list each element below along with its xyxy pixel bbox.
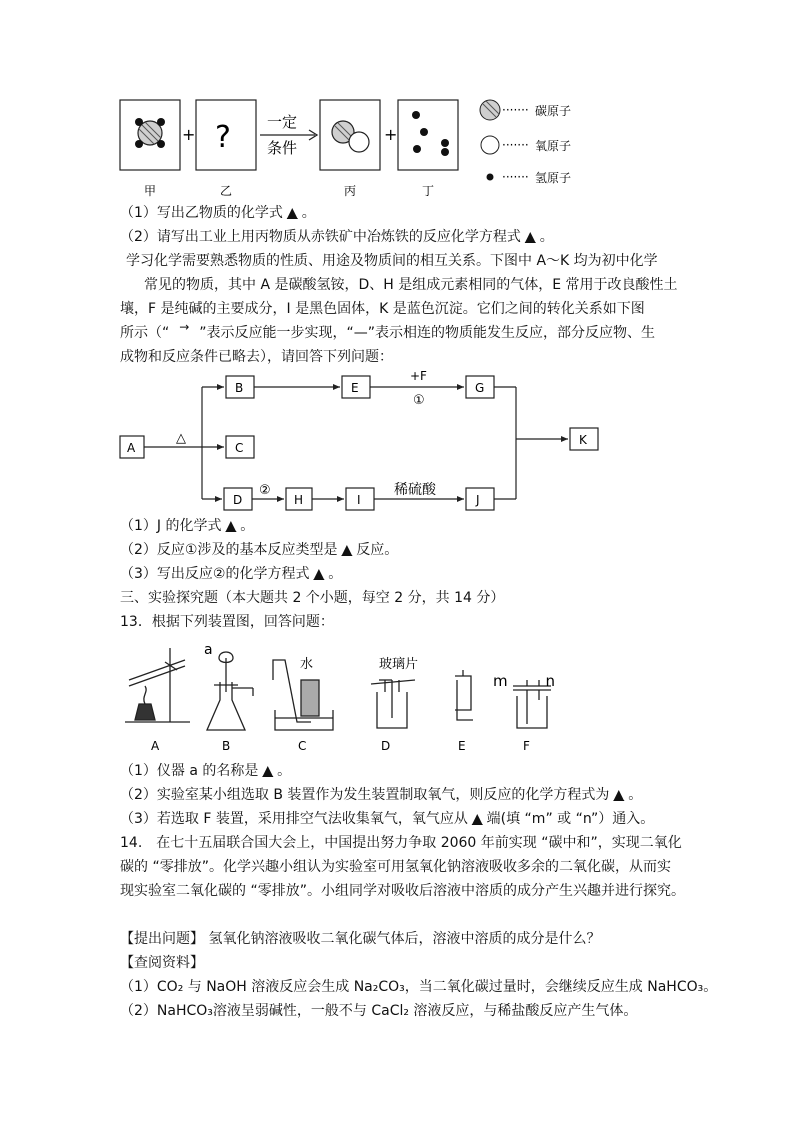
node-J-box — [466, 488, 494, 510]
node-A: A — [127, 441, 136, 455]
label-instrument-a: a — [204, 642, 213, 658]
hydrogen-atom-icon — [441, 139, 449, 147]
q14-line-3: 现实验室二氧化碳的 “零排放”。小组同学对吸收后溶液中溶质的成分产生兴趣并进行探究。 — [120, 883, 685, 899]
legend-hydrogen-icon — [487, 174, 494, 181]
q13-part-2: （2）实验室某小组选取 B 装置作为发生装置制取氧气，则反应的化学方程式为 ▲ 。 — [120, 787, 643, 803]
inference-q3: （3）写出反应②的化学方程式 ▲ 。 — [120, 566, 343, 582]
hydrogen-atom-icon — [157, 118, 165, 126]
label-glass-plate: 玻璃片 — [379, 657, 419, 672]
intro-line-4: 所示（“ → ”表示反应能一步实现，“—”表示相连的物质能发生反应，部分反应物、生 — [120, 323, 655, 343]
hydrogen-atom-icon — [157, 140, 165, 148]
apparatus-label-A: A — [151, 739, 160, 753]
info-tag: 【查阅资料】 — [120, 955, 204, 971]
q13-part-3: （3）若选取 F 装置，采用排空气法收集氧气，氧气应从 ▲ 端(填 “m” 或 “n”）通入。 — [120, 811, 655, 827]
hydrogen-atom-icon — [413, 145, 421, 153]
apparatus-figure — [115, 640, 555, 755]
inference-q2: （2）反应①涉及的基本反应类型是 ▲ 反应。 — [120, 542, 399, 558]
question-2-line: （2）请写出工业上用丙物质从赤铁矿中冶炼铁的反应化学方程式 ▲ 。 — [120, 229, 554, 245]
inference-flow-diagram — [110, 370, 610, 515]
answer-blank: ▲ — [471, 811, 483, 827]
acid-label: 稀硫酸 — [394, 482, 436, 498]
label-n: n — [545, 672, 555, 690]
reaction-mark-1: ① — [413, 393, 425, 408]
label-ding: 丁 — [422, 184, 435, 198]
intro-line-2: 常见的物质，其中 A 是碳酸氢铵，D、H 是组成元素相同的气体，E 常用于改良酸性土 — [144, 277, 678, 293]
apparatus-label-C: C — [298, 739, 307, 753]
info-item-2: （2）NaHCO₃溶液呈弱碱性，一般不与 CaCl₂ 溶液反应，与稀盐酸反应产生气体。 — [120, 1003, 638, 1019]
label-bing: 丙 — [344, 184, 357, 198]
label-yi: 乙 — [220, 184, 233, 198]
q13-part-1: （1）仪器 a 的名称是 ▲ 。 — [120, 763, 292, 779]
node-H: H — [294, 493, 304, 507]
label-jia: 甲 — [144, 184, 157, 198]
node-I: I — [357, 493, 361, 507]
answer-blank: ▲ — [225, 518, 237, 534]
svg-text:·······: ······· — [502, 170, 529, 184]
answer-blank: ▲ — [313, 566, 325, 582]
apparatus-label-E: E — [458, 739, 466, 753]
hydrogen-atom-icon — [441, 148, 449, 156]
hydrogen-atom-icon — [412, 111, 420, 119]
node-K: K — [579, 433, 587, 447]
q14-line-2: 碳的 “零排放”。化学兴趣小组认为实验室可用氢氧化钠溶液吸收多余的二氧化碳，从而实 — [120, 859, 671, 875]
node-B: B — [235, 381, 244, 395]
svg-text:·······: ······· — [502, 103, 529, 117]
q14-line-1: 14. 在七十五届联合国大会上，中国提出努力争取 2060 年前实现 “碳中和”，实现二氧化 — [120, 835, 682, 851]
answer-blank: ▲ — [613, 787, 625, 803]
hydrogen-atom-icon — [135, 140, 143, 148]
question-1-line: （1）写出乙物质的化学式 ▲ 。 — [120, 205, 316, 221]
info-item-1: （1）CO₂ 与 NaOH 溶液反应会生成 Na₂CO₃，当二氧化碳过量时，会继续反应生成 NaHCO₃。 — [120, 979, 718, 995]
oxygen-atom-icon — [349, 132, 369, 152]
legend-carbon-icon — [480, 100, 500, 120]
legend-oxygen: 氧原子 — [535, 139, 572, 153]
node-J: J — [476, 493, 480, 507]
node-G: G — [475, 381, 485, 395]
condition-top: 一定 — [267, 113, 298, 131]
condition-bottom: 条件 — [267, 139, 298, 157]
apparatus-label-B: B — [222, 739, 231, 753]
reaction-mark-2: ② — [259, 483, 271, 498]
svg-text:·······: ······· — [502, 138, 529, 152]
legend-carbon: 碳原子 — [535, 104, 572, 118]
intro-line-3: 壤，F 是纯碱的主要成分，I 是黑色固体，K 是蓝色沉淀。它们之间的转化关系如下图 — [120, 301, 645, 317]
inference-q1: （1）J 的化学式 ▲ 。 — [120, 518, 255, 534]
question-13-stem: 13．根据下列装置图，回答问题： — [120, 614, 334, 630]
answer-blank: ▲ — [262, 763, 274, 779]
problem-tag: 【提出问题】 — [120, 931, 204, 947]
apparatus-label-D: D — [381, 739, 391, 753]
label-water: 水 — [300, 657, 314, 672]
label-m: m — [493, 672, 508, 690]
plus-f-label: +F — [410, 370, 427, 383]
answer-blank: ▲ — [524, 229, 536, 245]
hydrogen-atom-icon — [135, 118, 143, 126]
box-ding — [398, 100, 458, 170]
intro-line-1: 学习化学需要熟悉物质的性质、用途及物质间的相互关系。下图中 A～K 均为初中化学 — [126, 253, 658, 269]
hydrogen-atom-icon — [420, 128, 428, 136]
plus-sign: + — [384, 125, 398, 144]
problem-text: 氢氧化钠溶液吸收二氧化碳气体后，溶液中溶质的成分是什么？ — [208, 931, 601, 947]
section-3-heading: 三、实验探究题（本大题共 2 个小题，每空 2 分，共 14 分） — [120, 590, 505, 606]
intro-line-5: 成物和反应条件已略去），请回答下列问题： — [120, 349, 393, 365]
apparatus-label-F: F — [523, 739, 530, 753]
unknown-mark: ? — [215, 120, 231, 155]
answer-blank: ▲ — [286, 205, 298, 221]
node-D: D — [233, 493, 243, 507]
answer-blank: ▲ — [341, 542, 353, 558]
node-E: E — [351, 381, 359, 395]
legend-hydrogen: 氢原子 — [535, 171, 572, 185]
heat-symbol: △ — [176, 431, 186, 446]
legend-oxygen-icon — [481, 136, 499, 154]
problem-line — [120, 929, 600, 949]
arrow-symbol-icon: → — [179, 320, 190, 334]
node-C: C — [235, 441, 244, 455]
plus-sign: + — [182, 125, 196, 144]
molecule-reaction-diagram — [110, 95, 580, 205]
